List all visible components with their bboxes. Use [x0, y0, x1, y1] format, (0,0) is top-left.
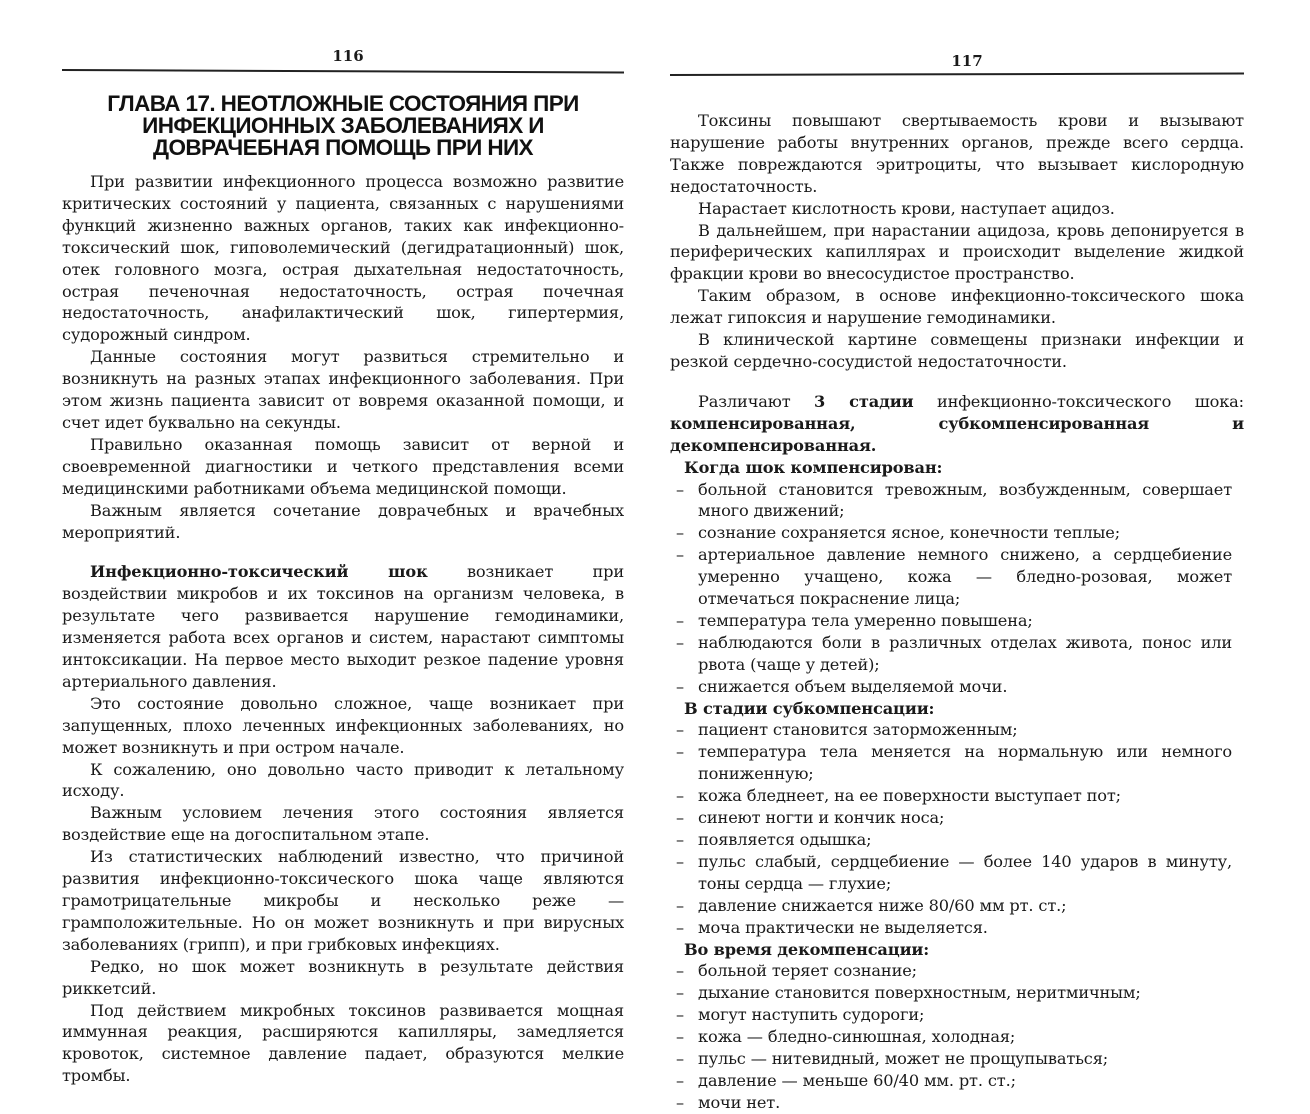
paragraph: Данные состояния могут развиться стремительно и возникнуть на разных этапах инфекционного заболевания. При этом жизнь пациента зависит от вовремя оказанной помощи, и счет идет буквально на секунды.: [62, 347, 624, 432]
list-item-text: давление снижается ниже 80/60 мм рт. ст.;: [698, 895, 1067, 915]
right-page: [670, 0, 1244, 1114]
stages-section: [670, 457, 1244, 1114]
dash-bullet-icon: –: [676, 1005, 684, 1025]
dash-bullet-icon: –: [676, 523, 684, 543]
shock-term: Инфекционно-токсический шок: [90, 562, 428, 582]
paragraph: Таким образом, в основе инфекционно-токсического шока лежат гипоксия и нарушение гемодинамики.: [670, 286, 1244, 328]
stage-symptom-list: [670, 960, 1244, 1113]
stage-heading: Во время декомпенсации:: [684, 939, 930, 959]
paragraph: Токсины повышают свертываемость крови и вызывают нарушение работы внутренних органов, прежде всего сердца. Также повреждаются эритроциты, что вызывает кислородную недостаточность.: [670, 111, 1244, 196]
list-item: [670, 1026, 1244, 1048]
list-item-text: мочи нет.: [698, 1092, 781, 1112]
paragraph: Редко, но шок может возникнуть в результате действия риккетсий.: [62, 956, 624, 998]
paragraph: Из статистических наблюдений известно, что причиной развития инфекционно-токсического шока чаще являются грамотрицательные микробы и несколько реже — грамположительные. Но он может возникнуть и при вирусных заболеваниях (грипп), и при грибковых инфекциях.: [62, 847, 624, 954]
paragraph: При развитии инфекционного процесса возможно развитие критических состояний у пациента, связанных с нарушениями функций жизненно важных органов, таких как инфекционно-токсический шок, гиповолемический (дегидратационный) шок, отек головного мозга, острая дыхательная недостаточность, острая печеночная недостаточность, острая почечная недостаточность, анафилактический шок, гипертермия, судорожный синдром.: [62, 172, 624, 345]
dash-bullet-icon: –: [676, 610, 684, 630]
right-page-body: [670, 110, 1244, 1114]
dash-bullet-icon: –: [676, 1070, 684, 1090]
paragraph: Правильно оказанная помощь зависит от верной и своевременной диагностики и четкого представления всеми медицинскими работниками объема медицинской помощи.: [62, 434, 624, 498]
list-item: [670, 1070, 1244, 1092]
dash-bullet-icon: –: [676, 720, 684, 740]
dash-bullet-icon: –: [676, 479, 684, 499]
list-item-text: появляется одышка;: [698, 830, 872, 849]
left-page: [62, 0, 624, 1087]
dash-bullet-icon: –: [676, 830, 684, 849]
list-item: [670, 1092, 1244, 1114]
paragraph: Важным условием лечения этого состояния является воздействие еще на догоспитальном этапе.: [62, 803, 624, 845]
list-item: [670, 1048, 1244, 1070]
dash-bullet-icon: –: [676, 1027, 684, 1047]
list-item-text: снижается объем выделяемой мочи.: [698, 676, 1008, 696]
dash-bullet-icon: –: [676, 1049, 684, 1069]
chapter-title: ГЛАВА 17. НЕОТЛОЖНЫЕ СОСТОЯНИЯ ПРИ ИНФЕКЦИОННЫХ ЗАБОЛЕВАНИЯХ И ДОВРАЧЕБНАЯ ПОМОЩЬ ПРИ НИХ: [107, 91, 579, 160]
list-item-text: пульс — нитевидный, может не прощупываться;: [698, 1049, 1109, 1069]
header-rule: [670, 72, 1244, 76]
stages-intro-end: .: [870, 435, 877, 455]
list-item-text: больной теряет сознание;: [698, 961, 917, 981]
dash-bullet-icon: –: [676, 742, 684, 762]
shock-definition-text: возникает при воздействии микробов и их токсинов на организм человека, в результате чего развивается нарушение гемодинамики, изменяется работа всех органов и систем, нарастают симптомы интоксикации. На первое место выходит резкое падение уровня артериального давления.: [62, 562, 624, 691]
stages-intro-middle: инфекционно-токсического шока:: [913, 391, 1244, 411]
dash-bullet-icon: –: [676, 786, 684, 806]
list-item: [670, 719, 1244, 741]
stages-intro-lead: Различают: [698, 391, 815, 411]
dash-bullet-icon: –: [676, 1092, 684, 1112]
list-item-text: пульс слабый, сердцебиение — более 140 ударов в минуту, тоны сердца — глухие;: [698, 851, 1232, 893]
list-item: [670, 851, 1244, 895]
list-item: [670, 807, 1244, 829]
list-item-text: пациент становится заторможенным;: [698, 720, 1018, 740]
list-item: [670, 960, 1244, 982]
header-rule: [62, 69, 624, 73]
list-item: [670, 676, 1244, 698]
list-item-text: дыхание становится поверхностным, неритмичным;: [698, 983, 1141, 1003]
list-item-text: артериальное давление немного снижено, а сердцебиение умеренно учащено, кожа — бледно-розовая, может отмечаться покраснение лица;: [698, 545, 1232, 609]
page-number: 117: [951, 52, 983, 70]
list-item: [670, 895, 1244, 917]
dash-bullet-icon: –: [676, 808, 684, 828]
paragraph: В дальнейшем, при нарастании ацидоза, кровь депонируется в периферических капиллярах и происходит выделение жидкой фракции крови во внесосудистое пространство.: [670, 220, 1244, 284]
list-item: [670, 982, 1244, 1004]
dash-bullet-icon: –: [676, 851, 684, 871]
list-item: [670, 522, 1244, 544]
dash-bullet-icon: –: [676, 917, 684, 937]
stages-names: компенсированная, субкомпенсированная и декомпенсированная: [670, 413, 1244, 455]
list-item-text: кожа бледнеет, на ее поверхности выступает пот;: [698, 786, 1121, 806]
dash-bullet-icon: –: [676, 545, 684, 565]
stage-heading: Когда шок компенсирован:: [684, 457, 943, 477]
paragraph: Важным является сочетание доврачебных и врачебных мероприятий.: [62, 500, 624, 542]
list-item-text: синеют ногти и кончик носа;: [698, 808, 945, 828]
list-item: [670, 829, 1244, 851]
list-item-text: моча практически не выделяется.: [698, 917, 988, 937]
stages-count: 3 стадии: [814, 391, 914, 411]
list-item-text: кожа — бледно-синюшная, холодная;: [698, 1027, 1016, 1047]
stages-intro-paragraph: [670, 391, 1244, 457]
stage-heading: В стадии субкомпенсации:: [684, 698, 935, 718]
stage-symptom-list: [670, 479, 1244, 698]
list-item-text: сознание сохраняется ясное, конечности теплые;: [698, 523, 1121, 543]
list-item: [670, 632, 1244, 676]
shock-definition-paragraph: [62, 561, 624, 692]
list-item: [670, 544, 1244, 610]
list-item-text: могут наступить судороги;: [698, 1005, 925, 1025]
list-item-text: больной становится тревожным, возбужденным, совершает много движений;: [698, 479, 1232, 521]
paragraph: Нарастает кислотность крови, наступает ацидоз.: [698, 198, 1115, 218]
page-number: 116: [332, 47, 364, 65]
left-page-body: [62, 171, 624, 1087]
dash-bullet-icon: –: [676, 895, 684, 915]
paragraph: Это состояние довольно сложное, чаще возникает при запущенных, плохо леченных инфекционных заболеваниях, но может возникнуть и при остром начале.: [62, 693, 624, 757]
list-item: [670, 917, 1244, 939]
dash-bullet-icon: –: [676, 983, 684, 1003]
list-item-text: температура тела меняется на нормальную или немного пониженную;: [698, 742, 1232, 784]
list-item-text: наблюдаются боли в различных отделах живота, понос или рвота (чаще у детей);: [698, 632, 1232, 674]
list-item-text: температура тела умеренно повышена;: [698, 610, 1033, 630]
list-item: [670, 785, 1244, 807]
list-item: [670, 479, 1244, 523]
paragraph: В клинической картине совмещены признаки инфекции и резкой сердечно-сосудистой недостаточности.: [670, 330, 1244, 371]
list-item-text: давление — меньше 60/40 мм. рт. ст.;: [698, 1070, 1016, 1090]
paragraph: Под действием микробных токсинов развивается мощная иммунная реакция, расширяются капилляры, замедляется кровоток, системное давление падает, образуются мелкие тромбы.: [62, 1000, 624, 1086]
dash-bullet-icon: –: [676, 632, 684, 652]
list-item: [670, 610, 1244, 632]
dash-bullet-icon: –: [676, 961, 684, 981]
dash-bullet-icon: –: [676, 676, 684, 696]
list-item: [670, 741, 1244, 785]
list-item: [670, 1004, 1244, 1026]
paragraph: К сожалению, оно довольно часто приводит к летальному исходу.: [62, 759, 624, 801]
stage-symptom-list: [670, 719, 1244, 938]
